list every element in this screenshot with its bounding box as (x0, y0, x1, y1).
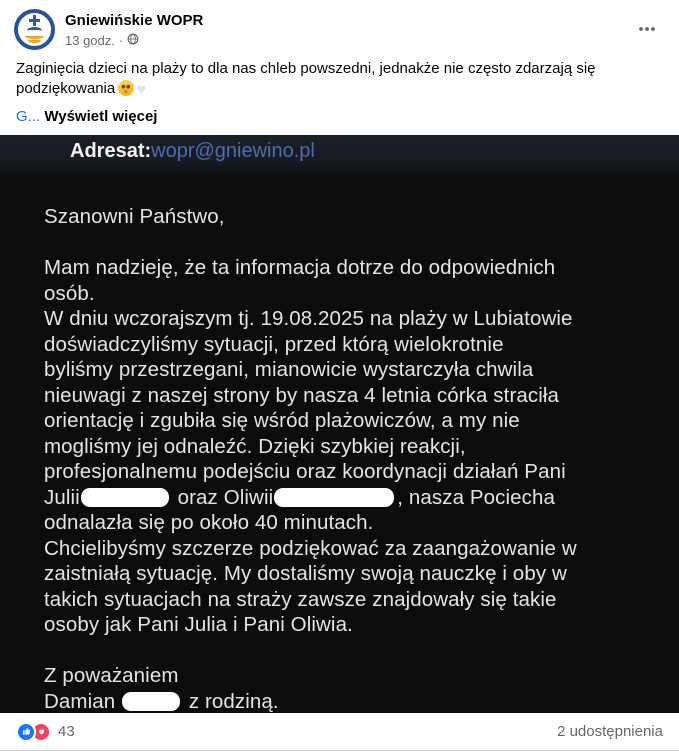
see-more-button[interactable]: Wyświetl więcej (44, 108, 158, 125)
email-line: Chcielibyśmy szczerze podziękować za zaangażowanie w (44, 536, 577, 560)
recipient-label: Adresat: (70, 140, 152, 162)
email-line: profesjonalnemu podejściu oraz koordynacji działań Pani (44, 460, 566, 483)
post-meta (65, 33, 203, 49)
email-line: Damian z rodziną. (44, 689, 279, 713)
email-line: mogliśmy jej odnaleźć. Dzięki szybkiej reakcji, (44, 434, 466, 458)
redaction-blob (274, 488, 394, 507)
meta-separator: · (118, 33, 124, 48)
email-line: W dniu wczorajszym tj. 19.08.2025 na plaży w Lubiatowie (44, 307, 573, 330)
globe-privacy-icon (127, 33, 139, 49)
more-options-button[interactable] (633, 18, 661, 40)
email-line: byliśmy przestrzegani, mianowicie wystarczyła chwila (44, 358, 534, 381)
header-text (65, 9, 203, 49)
timestamp[interactable]: 13 godz. (65, 33, 115, 48)
saluting-face-emoji (118, 80, 134, 96)
email-line: doświadczyliśmy sytuacji, przed którą wielokrotnie (44, 332, 504, 356)
email-line: Mam nadzieję, że ta informacja dotrze do odpowiednich (44, 256, 556, 279)
reactions-summary[interactable] (16, 722, 75, 742)
wopr-cross-icon (29, 19, 40, 22)
post-text (16, 59, 663, 100)
wopr-wave-icon (28, 38, 41, 43)
recipient-line (70, 138, 315, 164)
email-line: Julii oraz Oliwii , nasza Pociecha (44, 485, 556, 509)
see-more-row (16, 107, 663, 127)
email-line: takich sytuacjach na straży zawsze znajdowały się takie (44, 587, 557, 611)
email-line: orientację i zgubiła się wśród plażowiczów, a my nie (44, 409, 520, 432)
redaction-blob (81, 488, 169, 507)
email-line: Szanowni Państwo, (44, 205, 225, 228)
email-line: osób. (44, 281, 95, 305)
white-heart-emoji: ♥ (136, 80, 147, 99)
post-footer (0, 713, 679, 751)
avatar[interactable] (14, 9, 55, 50)
post-photo[interactable] (0, 135, 679, 713)
email-line (44, 230, 664, 256)
truncated-link[interactable]: G... (16, 108, 41, 125)
email-line: Z poważaniem (44, 664, 179, 687)
email-line: zaistniałą sytuację. My dostaliśmy swoją nauczkę i oby w (44, 562, 567, 585)
share-count[interactable]: 2 udostępnienia (557, 723, 663, 740)
reaction-count[interactable]: 43 (58, 723, 75, 740)
redaction-blob (122, 692, 180, 711)
email-line: osoby jak Pani Julia i Pani Oliwia. (44, 613, 353, 636)
email-line: nieuwagi z naszej strony by nasza 4 letnia córka straciła (44, 383, 560, 407)
more-options-icon (638, 26, 656, 32)
email-line: odnalazła się po około 40 minutach. (44, 511, 374, 534)
post-text-content: Zaginięcia dzieci na plaży to dla nas chleb powszedni, jednakże nie często zdarzają się podziękowania (16, 60, 596, 97)
email-body (44, 204, 664, 714)
like-reaction-icon[interactable] (16, 722, 36, 742)
page-name[interactable]: Gniewińskie WOPR (65, 12, 204, 29)
email-line (44, 638, 664, 664)
post-header (0, 0, 679, 50)
recipient-email-link[interactable]: wopr@gniewino.pl (151, 140, 315, 162)
